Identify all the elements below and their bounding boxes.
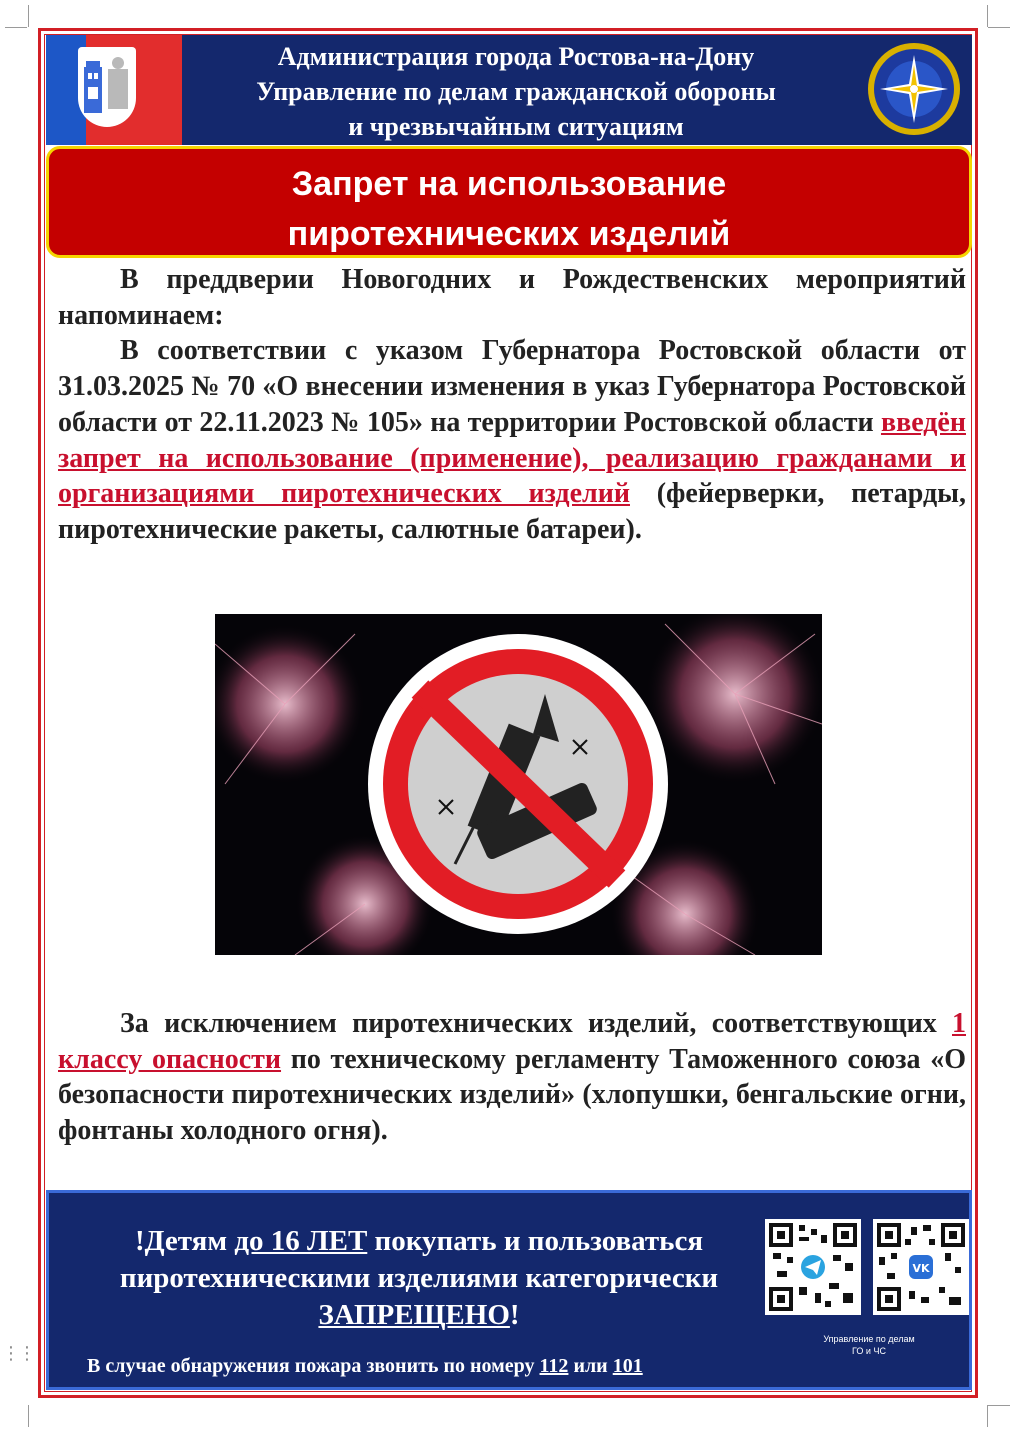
warning-age: до 16 ЛЕТ [234, 1225, 368, 1257]
warning-forbidden: ЗАПРЕЩЕНО [318, 1299, 510, 1331]
title-banner [46, 146, 972, 258]
phone-text: В случае обнаружения пожара звонить по номеру [87, 1355, 535, 1377]
header-line-3: и чрезвычайным ситуациям [348, 112, 684, 141]
civil-defense-emblem-icon [866, 41, 962, 137]
header-title [186, 39, 846, 144]
qr-caption-line-2: ГО и ЧС [852, 1346, 886, 1356]
fireworks-ban-image [215, 614, 822, 955]
phone-number-101: 101 [612, 1355, 643, 1377]
intro-paragraph: В преддверии Новогодних и Рождественских мероприятий напоминаем: [58, 264, 966, 331]
phone-number-112: 112 [539, 1355, 569, 1377]
banner-title [49, 159, 969, 259]
page-corner-mark [988, 1405, 1010, 1406]
banner-line-2: пиротехнических изделий [287, 215, 731, 253]
exception-highlight: 1 классу опасности [58, 1008, 966, 1075]
warning-middle: покупать и пользоваться пиротехническими изделиями категорически [119, 1225, 719, 1294]
page-corner-mark [987, 5, 988, 27]
header-bar [46, 35, 972, 145]
qr-caption-line-1: Управление по делам [823, 1334, 915, 1344]
qr-code-telegram[interactable] [765, 1219, 861, 1315]
main-text [58, 262, 966, 548]
decree-text-end: (фейерверки, петарды, пиротехнические ракеты, салютные батареи). [58, 478, 967, 545]
city-coat-of-arms-icon [46, 35, 182, 145]
page-corner-mark [28, 5, 29, 27]
phone-or: или [573, 1355, 608, 1377]
decree-highlight: введён запрет на использование (применение), реализацию гражданами и организациями пиротехнических изделий [58, 406, 966, 510]
banner-line-1: Запрет на использование [291, 165, 727, 203]
qr-caption [789, 1333, 949, 1357]
page-corner-mark [28, 1405, 29, 1427]
no-fireworks-icon [215, 614, 822, 955]
warning-start: !Детям [134, 1225, 228, 1257]
header-line-2: Управление по делам гражданской обороны [256, 77, 776, 106]
page-corner-mark [987, 1405, 988, 1427]
page-corner-mark [5, 27, 27, 28]
drag-handle-icon[interactable]: ⋮⋮ [2, 1343, 34, 1364]
emergency-phone-line [87, 1355, 643, 1378]
decree-text: В соответствии с указом Губернатора Ростовской области от 31.03.2025 № 70 «О внесении изменения в указ Губернатора Ростовской области от 22.11.2023 № 105» на территории Ростовской области [58, 335, 966, 438]
children-warning [89, 1223, 749, 1334]
svg-text:VK: VK [912, 1262, 930, 1275]
qr-code-vk[interactable] [873, 1219, 969, 1315]
warning-end: ! [509, 1299, 520, 1331]
exception-paragraph [58, 1006, 966, 1149]
page-corner-mark [988, 27, 1010, 28]
exception-text-end: по техническому регламенту Таможенного союза «О безопасности пиротехнических изделий» (хлопушки, бенгальские огни, фонтаны холодного огня). [58, 1043, 966, 1147]
decree-paragraph [58, 333, 966, 547]
header-line-1: Администрация города Ростова-на-Дону [277, 42, 755, 71]
footer-panel [46, 1190, 972, 1390]
exception-text: За исключением пиротехнических изделий, соответствующих [120, 1008, 937, 1039]
